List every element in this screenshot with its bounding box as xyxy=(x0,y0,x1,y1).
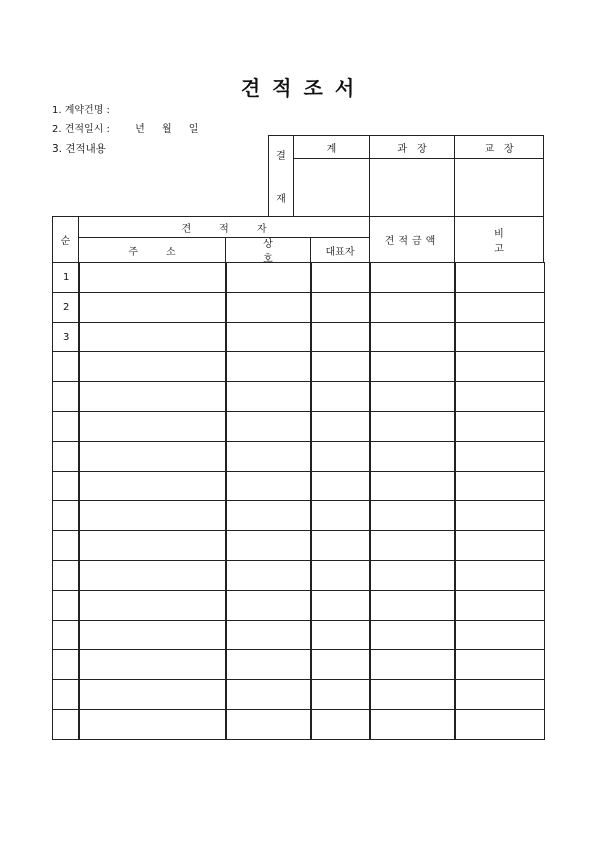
row-amount[interactable] xyxy=(369,709,456,740)
row-representative[interactable] xyxy=(310,530,371,561)
row-representative[interactable] xyxy=(310,292,371,323)
row-no xyxy=(52,620,80,650)
row-address[interactable] xyxy=(78,679,227,710)
row-amount[interactable] xyxy=(369,590,456,621)
row-address[interactable] xyxy=(78,500,227,531)
row-address[interactable] xyxy=(78,351,227,382)
row-representative[interactable] xyxy=(310,322,371,352)
row-address[interactable] xyxy=(78,381,227,412)
row-representative[interactable] xyxy=(310,649,371,680)
row-address[interactable] xyxy=(78,620,227,650)
row-remarks[interactable] xyxy=(454,471,545,501)
row-amount[interactable] xyxy=(369,292,456,323)
row-representative[interactable] xyxy=(310,679,371,710)
row-remarks[interactable] xyxy=(454,381,545,412)
approval-sign-staff[interactable] xyxy=(293,158,370,217)
row-amount[interactable] xyxy=(369,500,456,531)
row-remarks[interactable] xyxy=(454,649,545,680)
approval-sign-section-chief[interactable] xyxy=(369,158,455,217)
row-no xyxy=(52,530,80,561)
row-company[interactable] xyxy=(225,441,312,472)
row-no xyxy=(52,471,80,501)
row-amount[interactable] xyxy=(369,679,456,710)
row-address[interactable] xyxy=(78,709,227,740)
row-company[interactable] xyxy=(225,381,312,412)
row-no xyxy=(52,679,80,710)
row-address[interactable] xyxy=(78,560,227,591)
quote-content-label: 3. 견적내용 xyxy=(52,143,106,155)
row-representative[interactable] xyxy=(310,590,371,621)
row-no xyxy=(52,351,80,382)
row-representative[interactable] xyxy=(310,560,371,591)
row-representative[interactable] xyxy=(310,351,371,382)
row-amount[interactable] xyxy=(369,471,456,501)
approval-label-bottom: 재 xyxy=(276,194,286,205)
row-address[interactable] xyxy=(78,649,227,680)
header-amount: 견적금액 xyxy=(369,216,455,263)
page-title: 견적조서 xyxy=(240,76,367,100)
row-address[interactable] xyxy=(78,441,227,472)
quote-date-line xyxy=(52,120,198,135)
row-address[interactable] xyxy=(78,471,227,501)
contract-name-line xyxy=(52,101,110,116)
row-no xyxy=(52,560,80,591)
row-address[interactable] xyxy=(78,590,227,621)
row-address[interactable] xyxy=(78,262,227,293)
row-amount[interactable] xyxy=(369,411,456,442)
row-no xyxy=(52,500,80,531)
row-address[interactable] xyxy=(78,292,227,323)
row-representative[interactable] xyxy=(310,500,371,531)
row-no: 2 xyxy=(52,292,80,323)
row-remarks[interactable] xyxy=(454,709,545,740)
row-amount[interactable] xyxy=(369,351,456,382)
row-representative[interactable] xyxy=(310,709,371,740)
header-company: 상호 xyxy=(225,237,311,263)
row-representative[interactable] xyxy=(310,471,371,501)
row-remarks[interactable] xyxy=(454,620,545,650)
approval-label xyxy=(268,135,294,217)
row-no xyxy=(52,441,80,472)
row-no xyxy=(52,709,80,740)
row-amount[interactable] xyxy=(369,322,456,352)
row-remarks[interactable] xyxy=(454,351,545,382)
row-representative[interactable] xyxy=(310,620,371,650)
header-address: 주소 xyxy=(78,237,226,263)
row-no xyxy=(52,649,80,680)
row-representative[interactable] xyxy=(310,411,371,442)
row-remarks[interactable] xyxy=(454,530,545,561)
approval-header-staff: 계 xyxy=(293,135,370,159)
row-company[interactable] xyxy=(225,292,312,323)
row-company[interactable] xyxy=(225,351,312,382)
row-company[interactable] xyxy=(225,679,312,710)
row-amount[interactable] xyxy=(369,441,456,472)
row-address[interactable] xyxy=(78,530,227,561)
row-representative[interactable] xyxy=(310,441,371,472)
row-remarks[interactable] xyxy=(454,322,545,352)
quote-content-line xyxy=(52,141,106,156)
row-amount[interactable] xyxy=(369,530,456,561)
row-representative[interactable] xyxy=(310,381,371,412)
approval-header-section-chief: 과장 xyxy=(369,135,455,159)
row-remarks[interactable] xyxy=(454,441,545,472)
row-no xyxy=(52,381,80,412)
row-amount[interactable] xyxy=(369,649,456,680)
quote-date-label: 2. 견적일시 : xyxy=(52,124,110,135)
approval-header-principal: 교장 xyxy=(454,135,544,159)
header-quoter: 견적자 xyxy=(78,216,370,238)
row-company[interactable] xyxy=(225,709,312,740)
row-company[interactable] xyxy=(225,322,312,352)
row-company[interactable] xyxy=(225,560,312,591)
approval-sign-principal[interactable] xyxy=(454,158,544,217)
row-amount[interactable] xyxy=(369,262,456,293)
row-no xyxy=(52,590,80,621)
contract-name-label: 1. 계약건명 : xyxy=(52,105,110,116)
row-amount[interactable] xyxy=(369,381,456,412)
approval-label-top: 결 xyxy=(276,151,286,162)
row-address[interactable] xyxy=(78,411,227,442)
row-remarks[interactable] xyxy=(454,292,545,323)
quote-date-units: 년 월 일 xyxy=(135,124,199,135)
row-remarks[interactable] xyxy=(454,590,545,621)
row-remarks[interactable] xyxy=(454,262,545,293)
row-address[interactable] xyxy=(78,322,227,352)
row-company[interactable] xyxy=(225,500,312,531)
row-remarks[interactable] xyxy=(454,560,545,591)
row-company[interactable] xyxy=(225,620,312,650)
header-representative: 대표자 xyxy=(310,237,370,263)
row-amount[interactable] xyxy=(369,560,456,591)
row-representative[interactable] xyxy=(310,262,371,293)
row-no xyxy=(52,411,80,442)
header-no: 순 xyxy=(52,216,79,263)
row-company[interactable] xyxy=(225,262,312,293)
row-company[interactable] xyxy=(225,411,312,442)
row-no: 1 xyxy=(52,262,80,293)
row-company[interactable] xyxy=(225,530,312,561)
row-amount[interactable] xyxy=(369,620,456,650)
row-company[interactable] xyxy=(225,649,312,680)
row-no: 3 xyxy=(52,322,80,352)
row-remarks[interactable] xyxy=(454,679,545,710)
header-remarks: 비고 xyxy=(454,216,544,263)
row-company[interactable] xyxy=(225,590,312,621)
row-remarks[interactable] xyxy=(454,411,545,442)
row-remarks[interactable] xyxy=(454,500,545,531)
row-company[interactable] xyxy=(225,471,312,501)
